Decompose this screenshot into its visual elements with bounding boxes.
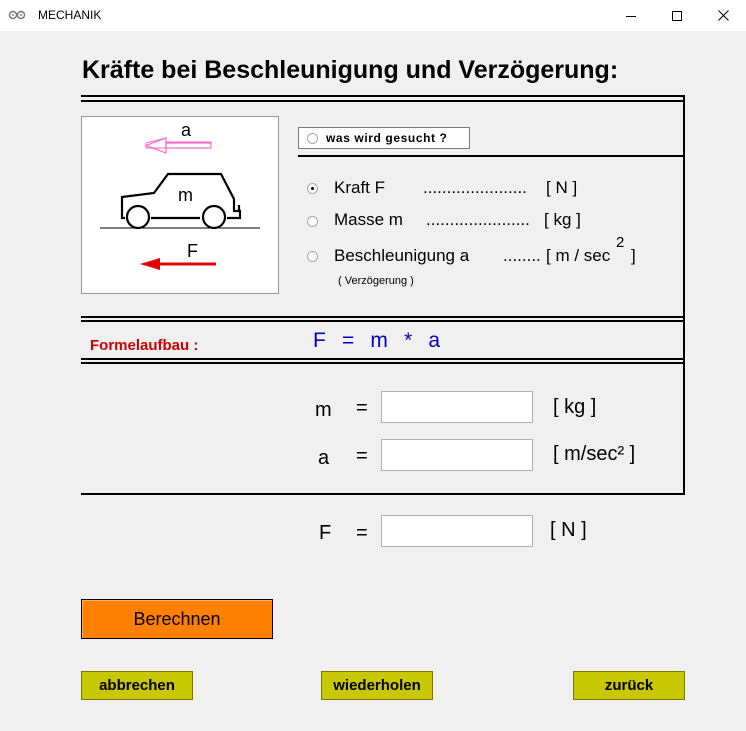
frame-bottom-line — [81, 493, 685, 495]
option-mass-unit: [ kg ] — [544, 210, 581, 229]
gears-icon — [8, 8, 26, 22]
force-arrow-icon — [140, 258, 216, 270]
options-top-line — [298, 155, 684, 157]
minimize-button[interactable] — [608, 0, 654, 31]
option-mass-dots: ...................... — [426, 210, 530, 229]
acceleration-arrow-icon — [146, 138, 211, 153]
acceleration-label: a — [181, 120, 192, 140]
input-a-variable: a — [318, 447, 330, 469]
frame-top-line-2 — [81, 100, 685, 102]
search-label: was wird gesucht ? — [326, 131, 448, 145]
back-button[interactable]: zurück — [573, 671, 685, 700]
formula-bottom-line-1 — [81, 358, 685, 360]
result-unit: [ N ] — [550, 519, 587, 541]
option-mass-label[interactable]: Masse m — [334, 210, 403, 229]
input-m-unit: [ kg ] — [553, 396, 597, 418]
force-result-field[interactable] — [381, 515, 533, 547]
mass-label: m — [178, 185, 193, 205]
option-acceleration-dots: ........ — [503, 246, 541, 265]
repeat-button[interactable]: wiederholen — [321, 671, 433, 700]
formula-top-line-1 — [81, 316, 685, 318]
frame-top-line-1 — [81, 95, 685, 97]
calculate-button[interactable]: Berechnen — [81, 599, 273, 639]
radio-mass[interactable] — [307, 216, 318, 227]
input-a-equals: = — [356, 445, 368, 467]
formula-label: Formelaufbau : — [90, 337, 199, 354]
formula-text: F = m * a — [313, 329, 442, 352]
cancel-button[interactable]: abbrechen — [81, 671, 193, 700]
input-m-variable: m — [315, 399, 332, 421]
result-equals: = — [356, 522, 368, 544]
option-acceleration-unit-superscript: 2 — [616, 234, 625, 251]
acceleration-input[interactable] — [381, 439, 533, 471]
option-acceleration-unit-close: ] — [631, 246, 636, 265]
window-title: MECHANIK — [38, 8, 102, 22]
maximize-icon — [672, 11, 682, 21]
input-a-unit: [ m/sec² ] — [553, 443, 636, 465]
search-toggle[interactable] — [298, 127, 470, 149]
close-icon — [718, 10, 729, 21]
car-diagram-illustration — [82, 117, 280, 295]
result-variable: F — [319, 522, 332, 544]
option-acceleration-label[interactable]: Beschleunigung a — [334, 246, 470, 265]
option-acceleration-unit: [ m / sec — [546, 246, 611, 265]
radio-acceleration[interactable] — [307, 251, 318, 262]
formula-top-line-2 — [81, 320, 685, 322]
option-force-dots: ...................... — [423, 178, 527, 197]
close-button[interactable] — [700, 0, 746, 31]
title-bar — [0, 0, 746, 31]
option-force-label[interactable]: Kraft F — [334, 178, 386, 197]
minimize-icon — [626, 11, 636, 21]
option-force-unit: [ N ] — [546, 178, 578, 197]
formula-bottom-line-2 — [81, 362, 685, 364]
deceleration-note: ( Verzögerung ) — [338, 275, 414, 287]
maximize-button[interactable] — [654, 0, 700, 31]
car-diagram — [81, 116, 279, 294]
force-label: F — [187, 241, 198, 261]
mass-input[interactable] — [381, 391, 533, 423]
input-m-equals: = — [356, 397, 368, 419]
search-radio[interactable] — [307, 133, 318, 144]
page-title: Kräfte bei Beschleunigung und Verzögerung: — [82, 56, 619, 84]
radio-force[interactable] — [307, 183, 318, 194]
